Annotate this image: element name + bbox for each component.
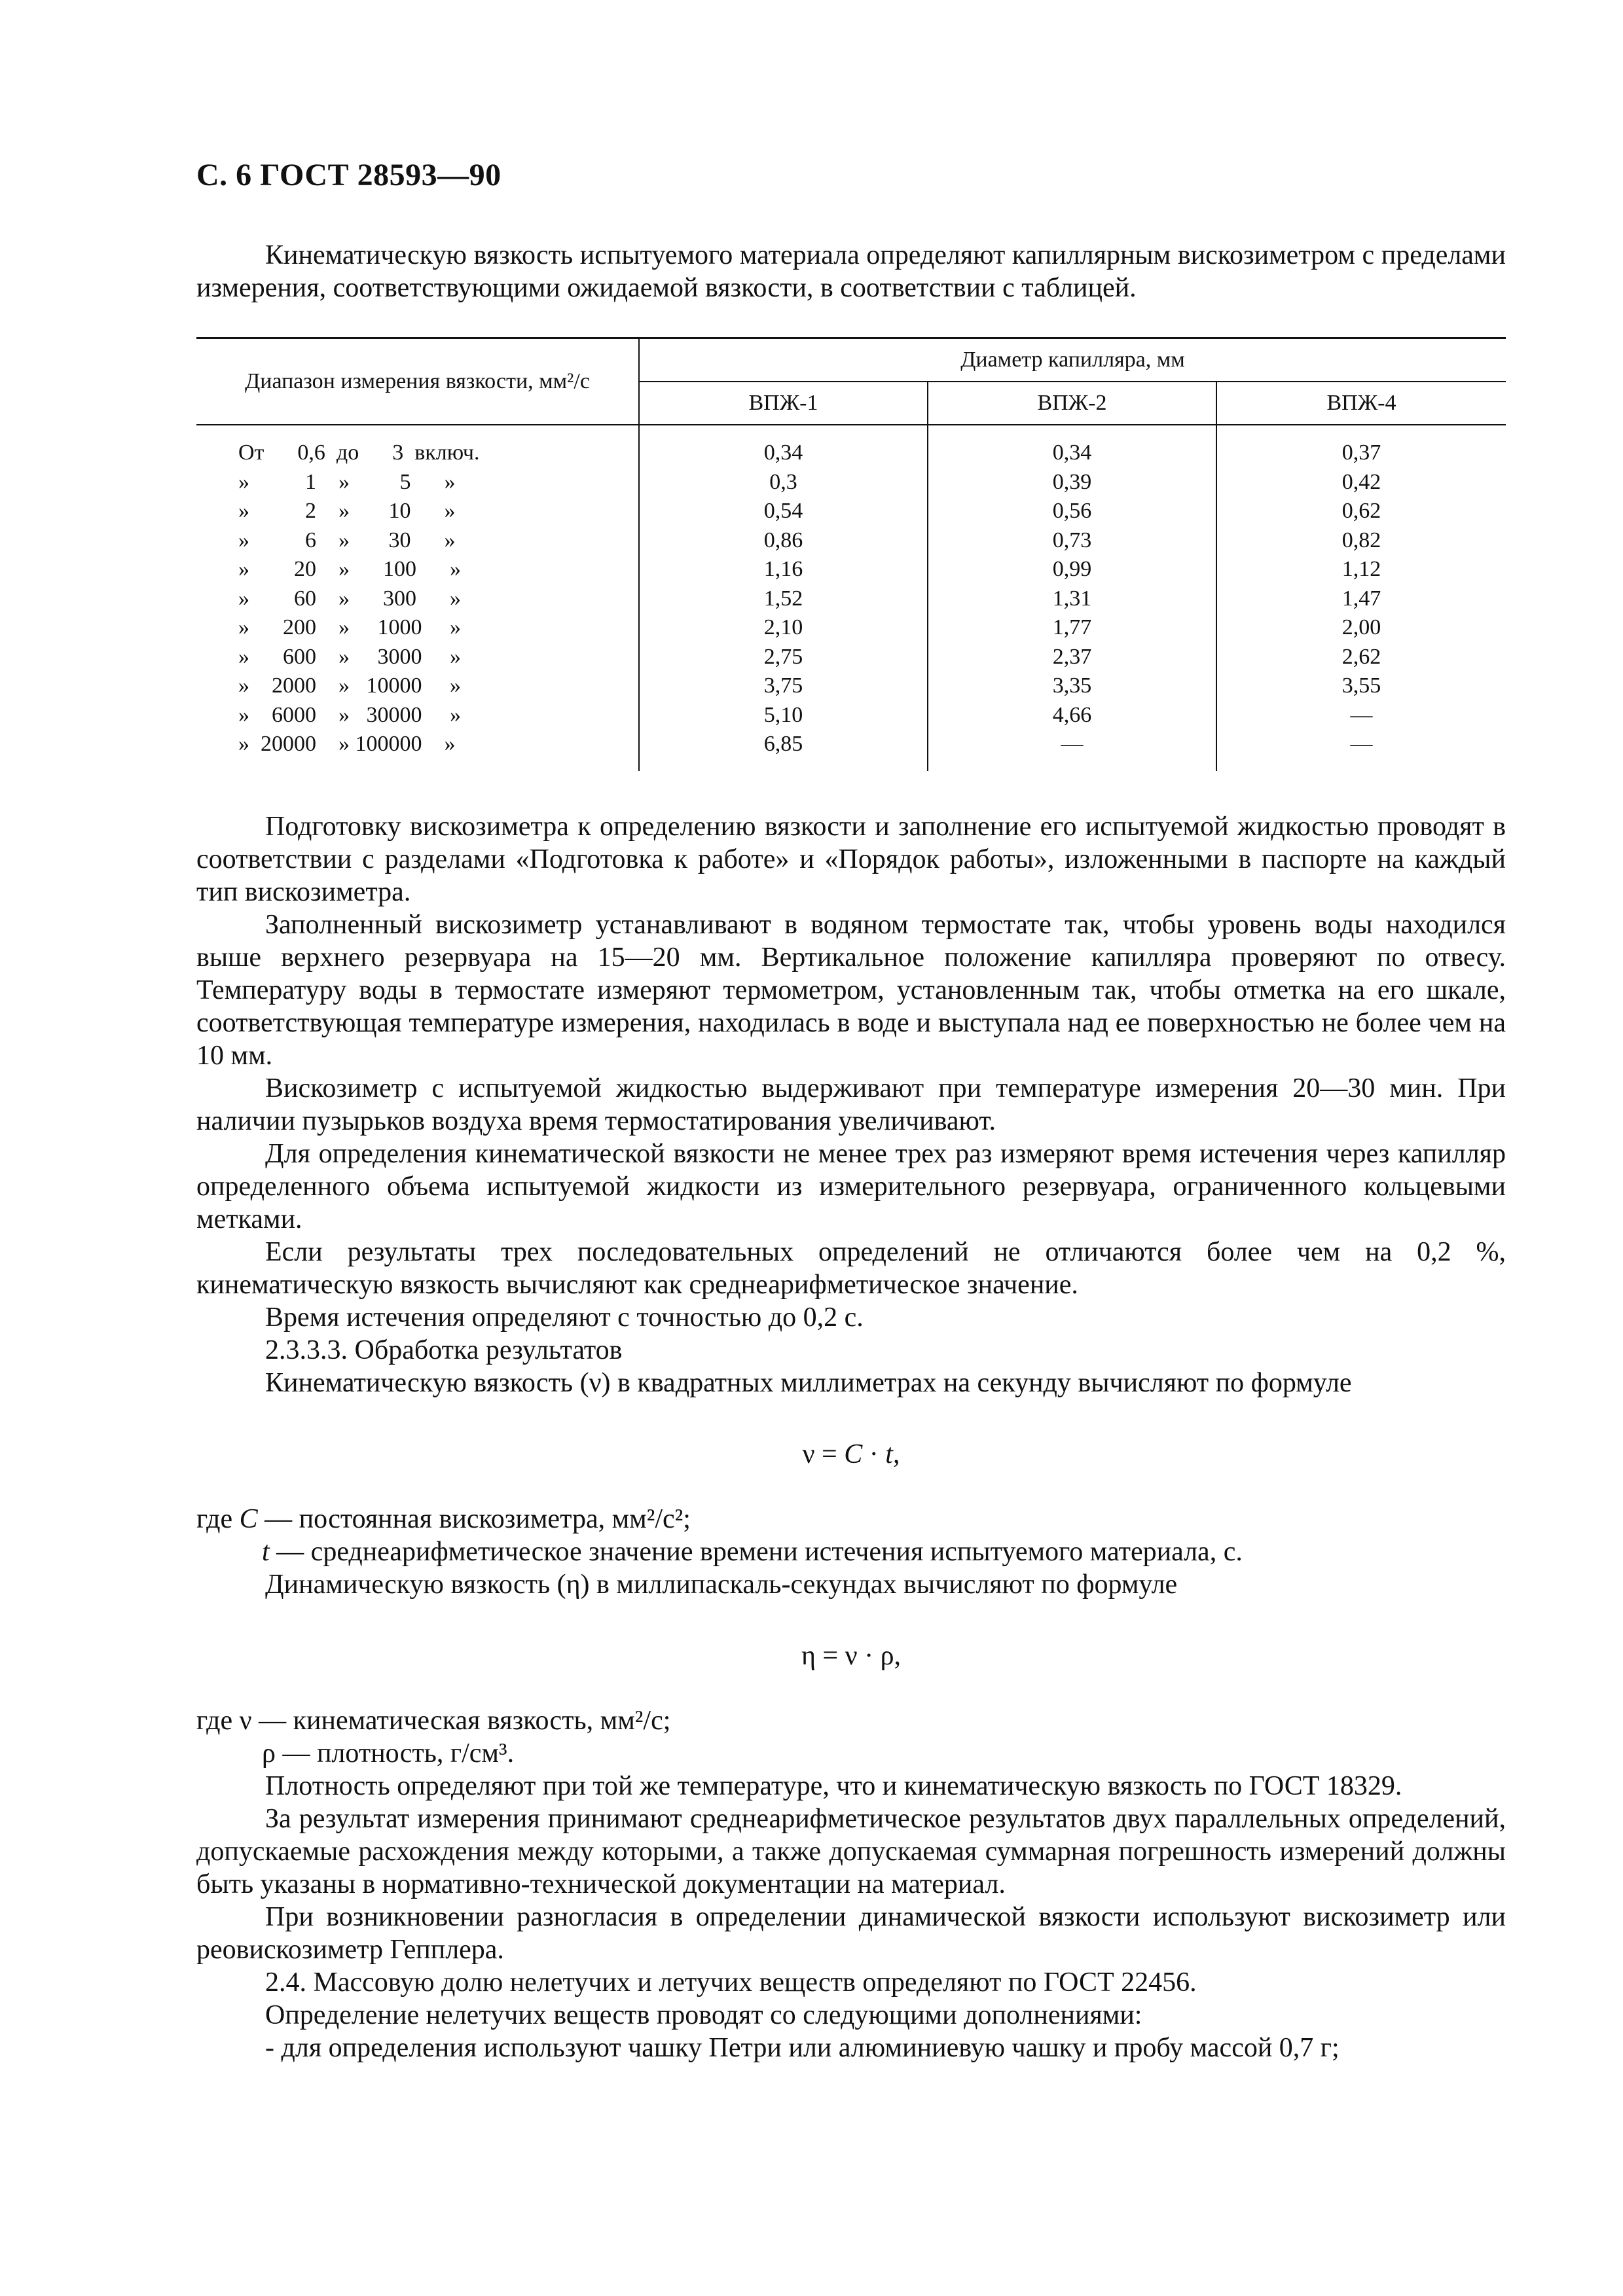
range-cell: » 2 » 10 » [196,497,639,526]
range-cell: » 20 » 100 » [196,555,639,584]
vpzh4-cell: 2,62 [1341,644,1381,669]
formula-kinematic: ν = C · t, [802,1439,900,1469]
table-row [196,730,1506,771]
table-row [196,613,1506,643]
viscosity-table [196,337,1506,771]
table-row [196,497,1506,526]
paragraph-holding: Вискозиметр с испытуемой жидкостью выдерживают при температуре измерения 20—30 мин. При наличии пузырьков воздуха время термостатирования увеличивают. [196,1073,1506,1136]
column-header-vpzh2: ВПЖ-2 [928,382,1216,425]
paragraph-section-2-4: 2.4. Массовую долю нелетучих и летучих веществ определяют по ГОСТ 22456. [265,1967,1197,1998]
vpzh1-cell: 0,54 [639,497,928,526]
vpzh2-cell: 4,66 [928,701,1216,730]
range-cell: » 60 » 300 » [196,584,639,614]
range-cell: » 1 » 5 » [196,468,639,497]
table-row [196,425,1506,468]
table-body [196,425,1506,771]
range-cell: » 2000 » 10000 » [196,672,639,701]
vpzh1-cell: 1,16 [639,555,928,584]
intro-paragraph: Кинематическую вязкость испытуемого материала определяют капиллярным вискозиметром с пределами измерения, соответствующими ожидаемой вязкости, в соответствии с таблицей. [196,240,1506,303]
table-row [196,468,1506,497]
vpzh2-cell: — [928,730,1216,771]
vpzh1-cell: 1,52 [639,584,928,614]
vpzh4-cell: 1,12 [1341,557,1381,582]
vpzh1-cell: 2,75 [639,643,928,672]
paragraph-kinematic-formula-intro: Кинематическую вязкость (ν) в квадратных миллиметрах на секунду вычисляют по формуле [265,1367,1352,1398]
vpzh4-cell: 1,47 [1341,586,1381,611]
vpzh1-cell: 3,75 [639,672,928,701]
where-kinematic: где ν — кинематическая вязкость, мм²/с; [196,1705,671,1736]
vpzh4-cell: 2,00 [1341,615,1381,640]
table-row [196,555,1506,584]
vpzh2-cell: 0,39 [928,468,1216,497]
vpzh4-cell: 0,42 [1341,469,1381,494]
paragraph-dynamic-formula-intro: Динамическую вязкость (η) в миллипаскаль-секундах вычисляют по формуле [265,1569,1178,1600]
range-cell: » 6000 » 30000 » [196,701,639,730]
vpzh2-cell: 3,35 [928,672,1216,701]
vpzh2-cell: 0,34 [928,425,1216,468]
range-cell: » 6 » 30 » [196,526,639,556]
vpzh4-cell: 0,82 [1341,528,1381,552]
paragraph-measure-time: Для определения кинематической вязкости не менее трех раз измеряют время истечения через капилляр определенного объема испытуемой жидкости из измерительного резервуара, ограниченного кольцевыми метками. [196,1138,1506,1234]
paragraph-average: Если результаты трех последовательных определений не отличаются более чем на 0,2 %, кинематическую вязкость вычисляют как среднеарифметическое значение. [196,1236,1506,1300]
vpzh2-cell: 2,37 [928,643,1216,672]
vpzh4-cell: 0,62 [1341,499,1381,524]
section-heading-processing: 2.3.3.3. Обработка результатов [265,1335,623,1365]
where-time: t — среднеарифметическое значение времени истечения испытуемого материала, с. [262,1536,1243,1567]
vpzh2-cell: 1,77 [928,613,1216,643]
table-row [196,701,1506,730]
vpzh4-cell: 0,37 [1341,440,1381,465]
vpzh4-cell: 3,55 [1341,673,1381,698]
range-header: Диапазон измерения вязкости, мм²/с [196,338,639,425]
table-row [196,643,1506,672]
vpzh1-cell: 2,10 [639,613,928,643]
paragraph-thermostat: Заполненный вискозиметр устанавливают в водяном термостате так, чтобы уровень воды находился выше верхнего резервуара на 15—20 мм. Вертикальное положение капилляра проверяют по отвесу. Температуру воды в термостате измеряют термометром, установленным так, чтобы отметка на его шкале, соответствующая температуре измерения, находилась в воде и выступала над ее поверхностью не более чем на 10 мм. [196,909,1506,1071]
formula-dynamic: η = ν · ρ, [801,1640,902,1671]
table-row [196,526,1506,556]
vpzh2-cell: 0,56 [928,497,1216,526]
range-cell: От 0,6 до 3 включ. [196,425,639,468]
diameter-header: Диаметр капилляра, мм [639,338,1506,382]
table-row [196,584,1506,614]
vpzh1-cell: 0,86 [639,526,928,556]
column-header-vpzh1: ВПЖ-1 [639,382,928,425]
where-density: ρ — плотность, г/см³. [262,1738,515,1768]
paragraph-petri: - для определения используют чашку Петри или алюминиевую чашку и пробу массой 0,7 г; [265,2032,1340,2063]
vpzh4-cell: — [1350,732,1373,757]
paragraph-density: Плотность определяют при той же температуре, что и кинематическую вязкость по ГОСТ 18329. [265,1770,1402,1801]
paragraph-disagreement: При возникновении разногласия в определении динамической вязкости используют вискозиметр или реовискозиметр Гепплера. [196,1901,1506,1965]
column-header-vpzh4: ВПЖ-4 [1216,382,1506,425]
document-page [196,157,1506,2064]
range-cell: » 200 » 1000 » [196,613,639,643]
vpzh2-cell: 1,31 [928,584,1216,614]
paragraph-result: За результат измерения принимают среднеарифметическое результатов двух параллельных определений, допускаемые расхождения между которыми, а также допускаемая суммарная погрешность измерений должны быть указаны в нормативно-технической документации на материал. [196,1803,1506,1899]
vpzh1-cell: 0,3 [639,468,928,497]
page-header: С. 6 ГОСТ 28593—90 [196,158,501,192]
table-row [196,672,1506,701]
vpzh1-cell: 5,10 [639,701,928,730]
range-cell: » 600 » 3000 » [196,643,639,672]
paragraph-precision: Время истечения определяют с точностью до 0,2 с. [265,1302,864,1333]
vpzh2-cell: 0,99 [928,555,1216,584]
paragraph-nonvolatile: Определение нелетучих веществ проводят со следующими дополнениями: [265,2000,1142,2030]
vpzh4-cell: — [1350,702,1373,727]
range-cell: » 20000 » 100000 » [196,730,639,771]
vpzh1-cell: 6,85 [639,730,928,771]
paragraph-preparation: Подготовку вискозиметра к определению вязкости и заполнение его испытуемой жидкостью проводят в соответствии с разделами «Подготовка к работе» и «Порядок работы», изложенными в паспорте на каждый тип вискозиметра. [196,811,1506,907]
vpzh2-cell: 0,73 [928,526,1216,556]
where-constant: где C — постоянная вискозиметра, мм²/с²; [196,1503,691,1534]
vpzh1-cell: 0,34 [639,425,928,468]
